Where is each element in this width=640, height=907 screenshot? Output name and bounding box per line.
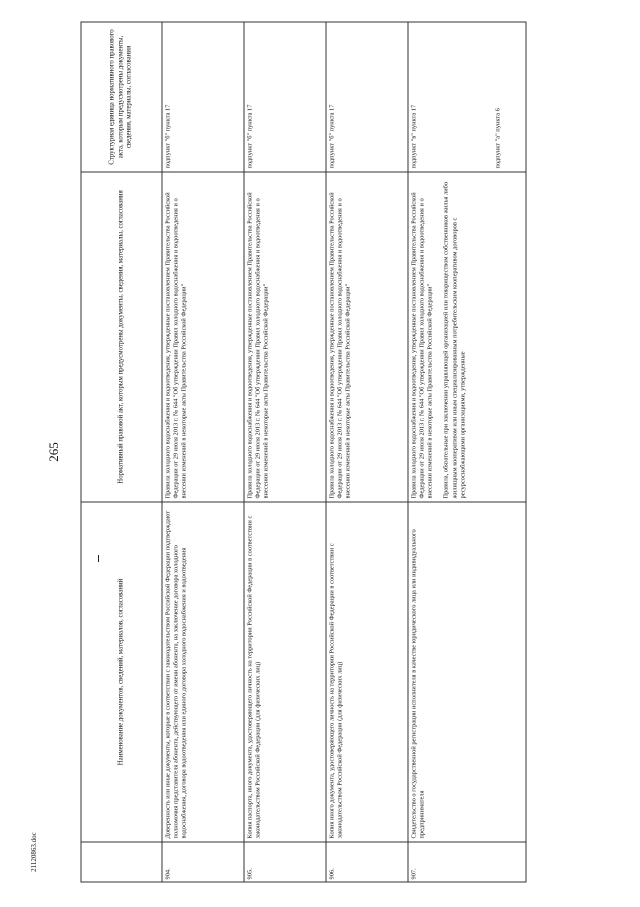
header-number	[81, 842, 162, 882]
row-structural-unit: подпункт "б" пункта 17	[162, 22, 244, 172]
row-number: 905.	[244, 842, 326, 882]
row-number: 907.	[408, 842, 526, 882]
row-legal-act: Правила холодного водоснабжения и водоотведения, утвержденные постановлением Правительства Российской Федерации от 29 июля 2013 г. № 644 "Об утверждении Правил холодного водоснабжения и водоотведения и о внесении изменений в некоторые акты Правительства Российской Федерации"	[326, 172, 408, 502]
row-structural-unit: подпункт "б" пункта 17	[326, 22, 408, 172]
table-row	[408, 22, 526, 882]
header-legal-act: Нормативный правовой акт, которым предусмотрены документы, сведения, материалы, согласования	[81, 172, 162, 502]
row-document-name: Доверенность или иные документы, которые в соответствии с законодательством Российской Федерации подтверждают полномочия представителя абонента, действующего от имени абонента, на заключение договора холодного водоснабжения, договора водоотведения или единого договора холодного водоснабжения и водоотведения	[162, 502, 244, 842]
header-structural-unit: Структурная единица нормативного правового акта, которым предусмотрены документы, сведения, материалы, согласования	[81, 22, 162, 172]
row-structural-unit: подпункт "б" пункта 17	[244, 22, 326, 172]
row-document-name: Копия паспорта, иного документа, удостоверяющего личность на территории Российской Федерации в соответствии с законодательством Российской Федерации (для физических лиц)	[244, 502, 326, 842]
table-row	[162, 22, 244, 882]
row-document-name: Свидетельство о государственной регистрации исполнителя в качестве юридического лица или индивидуального предпринимателя	[408, 502, 526, 842]
row-number: 904.	[162, 842, 244, 882]
row-legal-act: Правила холодного водоснабжения и водоотведения, утвержденные постановлением Правительства Российской Федерации от 29 июля 2013 г. № 644 "Об утверждении Правил холодного водоснабжения и водоотведения и о внесении изменений в некоторые акты Правительства Российской Федерации"	[162, 172, 244, 502]
row-legal-act: Правила холодного водоснабжения и водоотведения, утвержденные постановлением Правительства Российской Федерации от 29 июля 2013 г. № 644 "Об утверждении Правил холодного водоснабжения и водоотведения и о внесении изменений в некоторые акты Правительства Российской Федерации"	[244, 172, 326, 502]
header-document-name: Наименование документов, сведений, материалов, согласований	[81, 502, 162, 842]
row-structural-unit-cell	[408, 22, 526, 172]
row-structural-unit: подпункт "в" пункта 17	[410, 104, 417, 168]
row-structural-unit-second: подпункт "а" пункта 6	[494, 107, 502, 168]
table-header-row	[81, 22, 162, 882]
document-table-rotated	[80, 22, 525, 882]
table-row	[326, 22, 408, 882]
row-legal-act-second: Правила, обязательные при заключении управляющей организацией или товариществом собственников жилья либо жилищным кооперативом или иным специализированным потребительским кооперативом договоров с ресурсоснабжающими организациями, утвержденные	[442, 181, 466, 498]
page-number: 265	[46, 442, 61, 462]
row-document-name: Копия иного документа, удостоверяющего личность на территории Российской Федерации в соответствии с законодательством Российской Федерации (для физических лиц)	[326, 502, 408, 842]
document-file-name: 21120863.doc	[30, 832, 38, 872]
documents-table	[80, 21, 526, 882]
table-row	[244, 22, 326, 882]
row-number: 906.	[326, 842, 408, 882]
row-legal-act: Правила холодного водоснабжения и водоотведения, утвержденные постановлением Правительства Российской Федерации от 29 июля 2013 г. № 644 "Об утверждении Правил холодного водоснабжения и водоотведения и о внесении изменений в некоторые акты Правительства Российской Федерации"	[410, 191, 434, 498]
row-legal-act-cell	[408, 172, 526, 502]
